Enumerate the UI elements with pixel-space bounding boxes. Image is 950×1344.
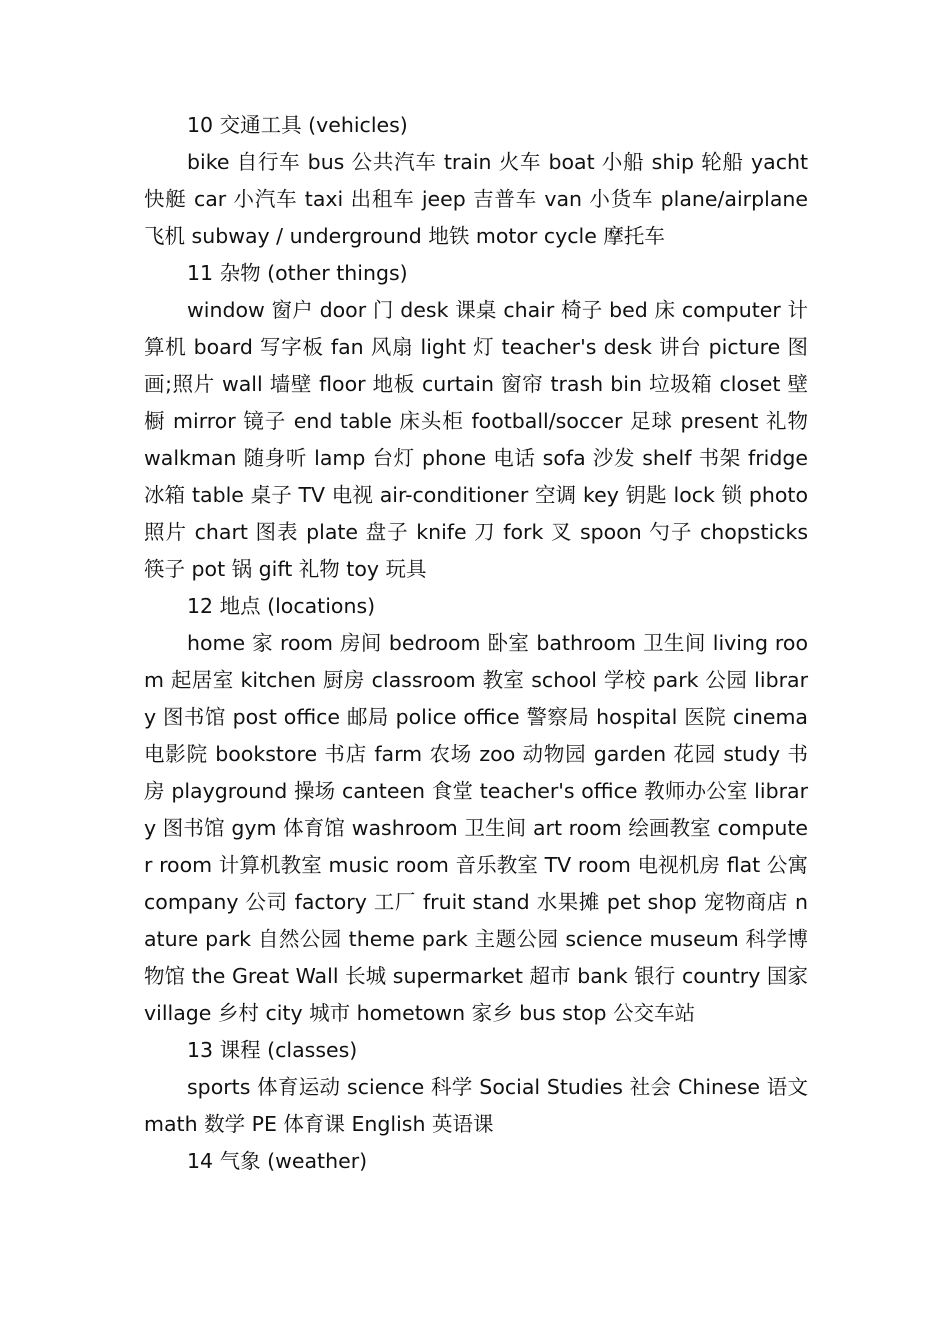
section-heading-vehicles: 10 交通工具 (vehicles)	[187, 113, 408, 137]
section-heading-other-things: 11 杂物 (other things)	[187, 261, 408, 285]
section-heading-weather: 14 气象 (weather)	[187, 1149, 368, 1173]
section-body-other-things: window 窗户 door 门 desk 课桌 chair 椅子 bed 床 computer 计算机 board 写字板 fan 风扇 light 灯 teacher's desk 讲台 picture 图画;照片 wall 墙壁 floor 地板 curtain 窗帘 trash bin 垃圾箱 closet 壁橱 mirror 镜子 end table 床头柜 football/soccer 足球 present 礼物 walkman 随身听 lamp 台灯 phone 电话 sofa 沙发 shelf 书架 fridge 冰箱 table 桌子 TV 电视 air-conditioner 空调 key 钥匙 lock 锁 photo 照片 chart 图表 plate 盘子 knife 刀 fork 叉 spoon 勺子 chopsticks 筷子 pot 锅 gift 礼物 toy 玩具	[144, 298, 808, 581]
section-body-classes: sports 体育运动 science 科学 Social Studies 社会 Chinese 语文 math 数学 PE 体育课 English 英语课	[144, 1075, 808, 1136]
section-body-vehicles: bike 自行车 bus 公共汽车 train 火车 boat 小船 ship 轮船 yacht 快艇 car 小汽车 taxi 出租车 jeep 吉普车 van 小货车 plane/airplane 飞机 subway / underground 地铁 motor cycle 摩托车	[144, 150, 808, 248]
section-heading-classes: 13 课程 (classes)	[187, 1038, 358, 1062]
section-body-locations: home 家 room 房间 bedroom 卧室 bathroom 卫生间 living room 起居室 kitchen 厨房 classroom 教室 school 学校 park 公园 library 图书馆 post office 邮局 police office 警察局 hospital 医院 cinema 电影院 bookstore 书店 farm 农场 zoo 动物园 garden 花园 study 书房 playground 操场 canteen 食堂 teacher's office 教师办公室 library 图书馆 gym 体育馆 washroom 卫生间 art room 绘画教室 computer room 计算机教室 music room 音乐教室 TV room 电视机房 flat 公寓 company 公司 factory 工厂 fruit stand 水果摊 pet shop 宠物商店 nature park 自然公园 theme park 主题公园 science museum 科学博物馆 the Great Wall 长城 supermarket 超市 bank 银行 country 国家 village 乡村 city 城市 hometown 家乡 bus stop 公交车站	[144, 631, 808, 1025]
document-page	[144, 107, 808, 1180]
section-heading-locations: 12 地点 (locations)	[187, 594, 376, 618]
